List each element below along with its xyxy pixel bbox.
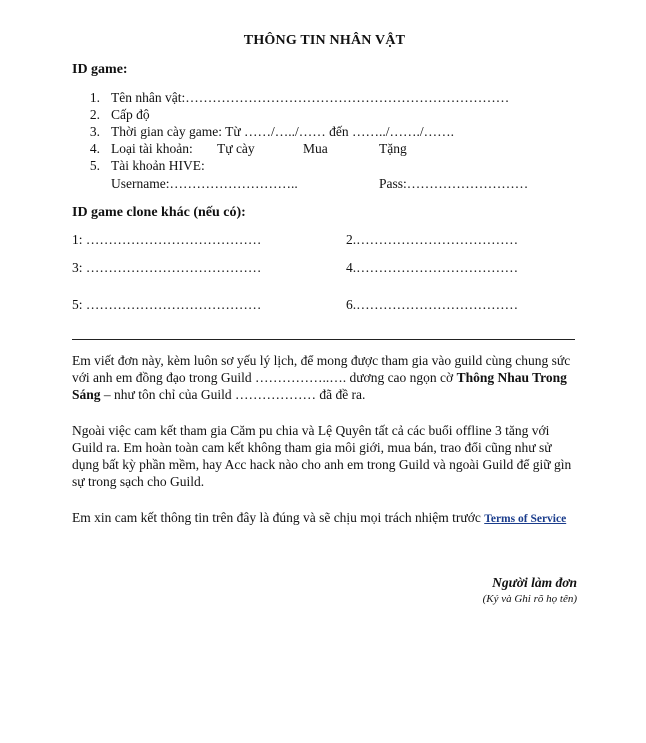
list-number: 5. <box>89 158 100 173</box>
username-field: Username:……………………….. <box>111 176 298 191</box>
clone-field-3: 3: ………………………………… <box>72 260 262 275</box>
id-game-label: ID game: <box>72 62 128 77</box>
clone-field-6: 6.……………………………… <box>346 297 519 312</box>
clone-id-label: ID game clone khác (nếu có): <box>72 205 246 220</box>
clone-field-4: 4.……………………………… <box>346 260 519 275</box>
character-name-field: Tên nhân vật:……………………………………………………………… <box>111 90 510 105</box>
list-number: 2. <box>89 107 100 122</box>
signer-title: Người làm đơn <box>492 575 577 590</box>
play-time-field: Thời gian cày game: Từ ……/…../…… đến ……../……./……. <box>111 124 455 139</box>
paragraph-declaration <box>72 509 577 528</box>
document-title: THÔNG TIN NHÂN VẬT <box>243 33 406 48</box>
guild-motto: Thông Nhau Trong Sáng <box>72 370 567 402</box>
declaration-text: Em xin cam kết thông tin trên đây là đúng và sẽ chịu mọi trách nhiệm trước <box>72 510 481 525</box>
account-type-label: Loại tài khoản: <box>111 141 193 156</box>
paragraph-intro-text: Em viết đơn này, kèm luôn sơ yếu lý lịch, để mong được tham gia vào guild cùng chung sức với anh em đồng đạo trong Guild ……………..…. dương cao ngọn cờ <box>72 353 571 385</box>
list-number: 1. <box>89 90 100 105</box>
signer-note: (Ký và Ghi rõ họ tên) <box>482 593 577 605</box>
terms-of-service-link[interactable]: Terms of Service <box>484 513 567 525</box>
clone-field-2: 2.……………………………… <box>346 232 519 247</box>
paragraph-intro-end: – như tôn chỉ của Guild ……………… đã đề ra. <box>103 387 366 402</box>
paragraph-commitment: Ngoài việc cam kết tham gia Căm pu chia và Lệ Quyên tất cả các buổi offline 3 tăng với Guild ra. Em hoàn toàn cam kết không tham gia môi giới, mua bán, trao đổi cũng như sử dụng bất kỳ phần mềm, hay Acc hack nào cho anh em trong Guild và ngoài Guild để giữ gìn sự trong sạch cho Guild. <box>72 423 572 489</box>
level-field: Cấp độ <box>111 107 150 122</box>
clone-field-5: 5: ………………………………… <box>72 297 262 312</box>
divider-line <box>72 339 575 340</box>
clone-field-1: 1: ………………………………… <box>72 232 262 247</box>
paragraph-intro <box>72 352 577 403</box>
account-type-option-bought: Mua <box>303 141 328 156</box>
account-type-option-gift: Tặng <box>379 141 407 156</box>
password-field: Pass:……………………… <box>379 176 529 191</box>
list-number: 3. <box>89 124 100 139</box>
hive-account-label: Tài khoản HIVE: <box>111 158 205 173</box>
account-type-option-self: Tự cày <box>217 141 255 156</box>
list-number: 4. <box>89 141 100 156</box>
